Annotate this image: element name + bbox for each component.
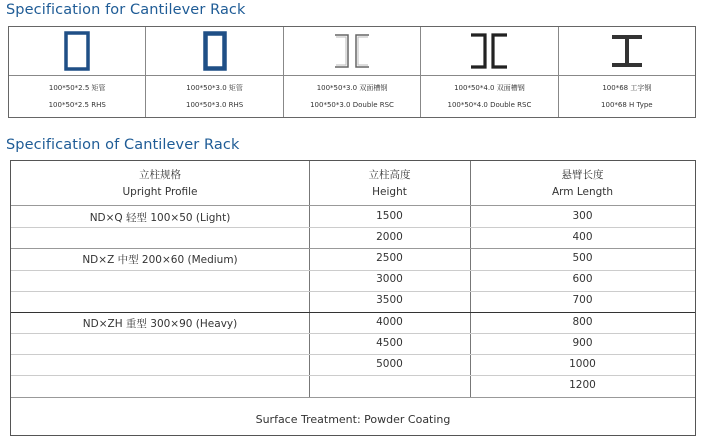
row-arm: 1200 (569, 379, 596, 391)
row-arm: 400 (572, 231, 593, 243)
header-upright-en: Upright Profile (122, 186, 198, 198)
double-rsc-thin-icon (284, 27, 420, 75)
rhs-thin-icon (9, 27, 145, 75)
row-height: 4000 (376, 316, 403, 328)
row-height: 5000 (376, 358, 403, 370)
row-arm: 500 (572, 252, 593, 264)
spec-table (10, 160, 696, 436)
row-arm: 1000 (569, 358, 596, 370)
row-profile: ND×Z 中型 200×60 (Medium) (82, 254, 238, 266)
row-height: 2000 (376, 231, 403, 243)
row-height: 2500 (376, 252, 403, 264)
row-arm: 600 (572, 273, 593, 285)
h-beam-icon (559, 27, 695, 75)
profile-cn-label: 100*68 工字钢 (602, 84, 652, 92)
profile-cell-rhs-thin (9, 27, 146, 117)
table-section-title: Specification of Cantilever Rack (6, 137, 240, 153)
profile-cn-label: 100*50*2.5 矩管 (48, 84, 106, 92)
row-height: 3500 (376, 294, 403, 306)
row-profile: ND×ZH 重型 300×90 (Heavy) (82, 318, 238, 330)
profile-cell-double-rsc-thick (421, 27, 558, 117)
profiles-section-title: Specification for Cantilever Rack (6, 2, 246, 18)
row-arm: 300 (572, 210, 593, 222)
row-arm: 900 (572, 337, 593, 349)
row-arm: 800 (572, 316, 593, 328)
row-height: 4500 (376, 337, 403, 349)
header-arm-en: Arm Length (551, 186, 614, 198)
surface-treatment-note: Surface Treatment: Powder Coating (255, 413, 451, 426)
profile-cell-h-beam (559, 27, 695, 117)
profile-cn-label: 100*50*4.0 双面槽钢 (454, 84, 525, 92)
header-upright-cn: 立柱规格 (139, 169, 181, 181)
profile-en-label: 100*50*4.0 Double RSC (447, 101, 532, 109)
profile-cell-double-rsc-thin (284, 27, 421, 117)
profile-en-label: 100*50*2.5 RHS (48, 101, 106, 109)
row-height: 1500 (376, 210, 403, 222)
header-height-cn: 立柱高度 (368, 169, 411, 181)
row-arm: 700 (572, 294, 593, 306)
profile-grid (8, 26, 696, 118)
profile-en-label: 100*50*3.0 RHS (186, 101, 244, 109)
double-rsc-thick-icon (421, 27, 557, 75)
profile-en-label: 100*50*3.0 Double RSC (310, 101, 394, 109)
profile-cell-rhs-thick (146, 27, 283, 117)
profile-en-label: 100*68 H Type (601, 101, 653, 109)
header-height-en: Height (372, 186, 407, 198)
rhs-thick-icon (146, 27, 282, 75)
profile-cn-label: 100*50*3.0 矩管 (186, 84, 243, 92)
row-profile: ND×Q 轻型 100×50 (Light) (89, 212, 231, 224)
row-height: 3000 (376, 273, 403, 285)
profile-cn-label: 100*50*3.0 双面槽钢 (316, 84, 388, 92)
header-arm-cn: 悬臂长度 (561, 169, 604, 181)
